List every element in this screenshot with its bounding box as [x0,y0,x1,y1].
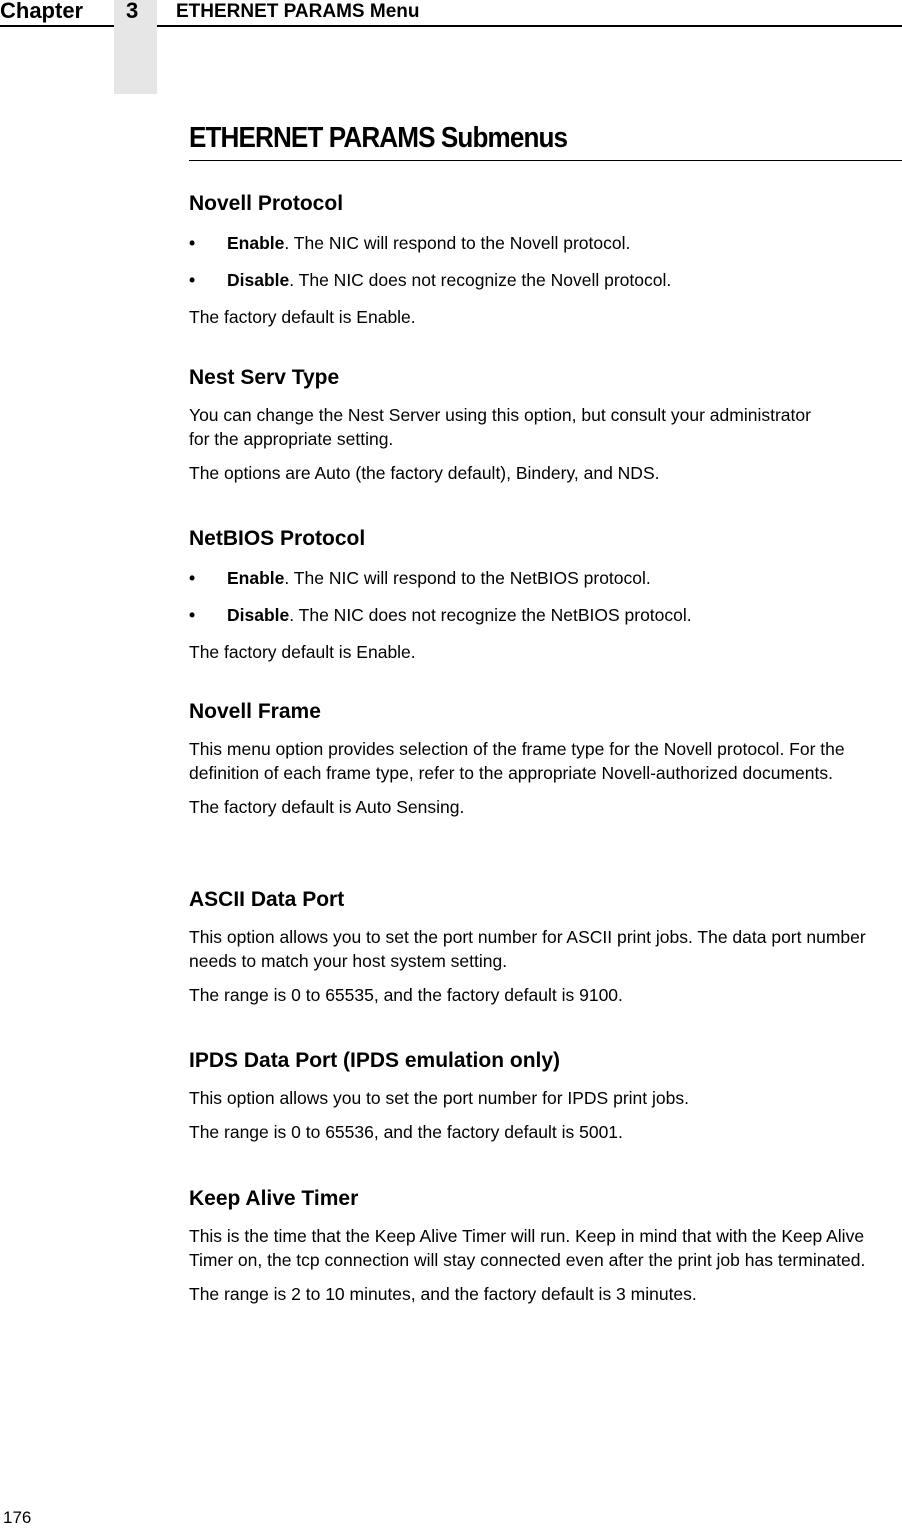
bullet-term: Enable [227,233,285,253]
bullet-item [189,268,902,292]
paragraph: This is the time that the Keep Alive Timer will run. Keep in mind that with the Keep Alive Timer on, the tcp connection will stay connected even after the print job has terminated. [189,1226,866,1270]
section-keep-alive-timer [189,1185,902,1306]
section-netbios-protocol [189,525,902,664]
bullet-term: Disable [227,605,290,625]
bullet-item [189,231,902,255]
page-number: 176 [3,1508,32,1527]
bullet-item [189,603,902,627]
chapter-label: Chapter [0,0,84,23]
paragraph: The factory default is Enable. [189,642,416,662]
paragraph: The range is 0 to 65535, and the factory default is 9100. [189,985,623,1005]
header-rule-right [157,25,902,27]
section-heading: Novell Frame [189,700,321,723]
section-novell-frame [189,698,902,819]
section-heading: ASCII Data Port [189,888,345,911]
paragraph: The factory default is Enable. [189,307,416,327]
paragraph: You can change the Nest Server using this option, but consult your administrator for the appropriate setting. [189,405,811,449]
paragraph: The options are Auto (the factory default), Bindery, and NDS. [189,463,660,483]
section-heading: Nest Serv Type [189,366,340,389]
chapter-number: 3 [126,0,139,23]
page-title: ETHERNET PARAMS Submenus [189,122,568,154]
bullet-icon: • [189,568,196,588]
title-rule [189,160,902,161]
bullet-item [189,566,902,590]
section-nest-serv-type [189,364,902,485]
bullet-text: . The NIC does not recognize the NetBIOS protocol. [289,605,692,625]
section-ipds-data-port [189,1047,902,1144]
bullet-text: . The NIC will respond to the NetBIOS protocol. [284,568,651,588]
bullet-term: Disable [227,270,290,290]
section-heading: Novell Protocol [189,192,344,215]
running-header-title: ETHERNET PARAMS Menu [176,1,420,22]
header-rule-left [0,25,114,27]
paragraph: This option allows you to set the port number for ASCII print jobs. The data port number needs to match your host system setting. [189,927,866,971]
paragraph: The factory default is Auto Sensing. [189,797,465,817]
bullet-icon: • [189,605,196,625]
section-novell-protocol [189,190,902,329]
paragraph: This menu option provides selection of the frame type for the Novell protocol. For the definition of each frame type, refer to the appropriate Novell-authorized documents. [189,739,845,783]
page-content [189,118,902,1304]
paragraph: The range is 2 to 10 minutes, and the factory default is 3 minutes. [189,1284,697,1304]
bullet-text: . The NIC will respond to the Novell protocol. [284,233,631,253]
paragraph: This option allows you to set the port number for IPDS print jobs. [189,1088,689,1108]
section-heading: IPDS Data Port (IPDS emulation only) [189,1049,561,1072]
bullet-icon: • [189,233,196,253]
section-ascii-data-port [189,886,902,1007]
section-heading: NetBIOS Protocol [189,527,366,550]
paragraph: The range is 0 to 65536, and the factory default is 5001. [189,1122,623,1142]
section-heading: Keep Alive Timer [189,1187,359,1210]
bullet-icon: • [189,270,196,290]
bullet-text: . The NIC does not recognize the Novell protocol. [289,270,672,290]
bullet-term: Enable [227,568,285,588]
